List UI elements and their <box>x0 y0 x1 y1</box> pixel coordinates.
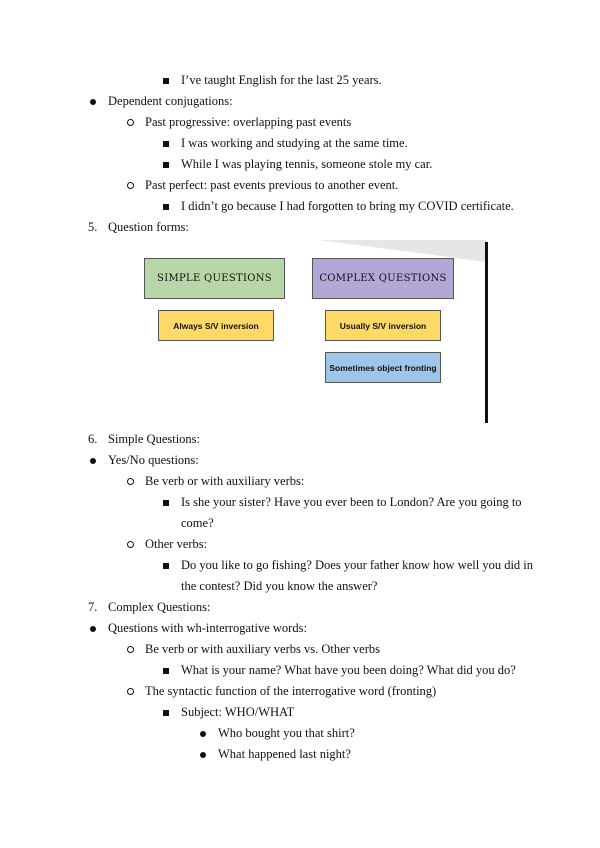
round-bullet <box>90 620 96 636</box>
list-item: Complex Questions: <box>108 600 211 614</box>
list-item: Question forms: <box>108 220 189 234</box>
list-item: The syntactic function of the interrogative word (fronting) <box>145 684 437 698</box>
circle-bullet <box>127 641 134 657</box>
circle-bullet <box>127 473 134 489</box>
list-item: Questions with wh-interrogative words: <box>108 621 307 635</box>
list-number: 6. <box>88 432 98 446</box>
list-item: Be verb or with auxiliary verbs vs. Other verbs <box>145 642 381 656</box>
usually-sv-inversion-box: Usually S/V inversion <box>325 310 441 341</box>
list-item-continuation: come? <box>181 516 214 530</box>
list-item: What happened last night? <box>218 747 351 761</box>
list-item: I didn’t go because I had forgotten to bring my COVID certificate. <box>181 199 514 213</box>
always-sv-inversion-box: Always S/V inversion <box>158 310 274 341</box>
circle-bullet <box>127 114 134 130</box>
circle-bullet <box>127 177 134 193</box>
circle-bullet <box>127 683 134 699</box>
list-item: Dependent conjugations: <box>108 94 233 108</box>
list-item: Yes/No questions: <box>108 453 199 467</box>
diagram-divider-line <box>485 242 488 423</box>
square-bullet <box>163 72 169 88</box>
question-forms-diagram <box>144 240 489 425</box>
square-bullet <box>163 662 169 678</box>
square-bullet <box>163 135 169 151</box>
list-item: Past progressive: overlapping past events <box>145 115 352 129</box>
square-bullet <box>163 494 169 510</box>
object-fronting-box: Sometimes object fronting <box>325 352 441 383</box>
simple-questions-box: SIMPLE QUESTIONS <box>144 258 285 299</box>
list-item: Simple Questions: <box>108 432 201 446</box>
square-bullet <box>163 557 169 573</box>
list-item: Subject: WHO/WHAT <box>181 705 295 719</box>
square-bullet <box>163 704 169 720</box>
complex-questions-box: COMPLEX QUESTIONS <box>312 258 454 299</box>
list-number: 5. <box>88 220 98 234</box>
list-item: Past perfect: past events previous to another event. <box>145 178 399 192</box>
round-bullet <box>90 93 96 109</box>
list-item: I’ve taught English for the last 25 years. <box>181 73 382 87</box>
round-bullet <box>200 725 206 741</box>
list-item: I was working and studying at the same time. <box>181 136 408 150</box>
list-item: Do you like to go fishing? Does your father know how well you did in <box>181 558 534 572</box>
round-bullet <box>200 746 206 762</box>
list-number: 7. <box>88 600 98 614</box>
list-item: Be verb or with auxiliary verbs: <box>145 474 305 488</box>
square-bullet <box>163 156 169 172</box>
circle-bullet <box>127 536 134 552</box>
round-bullet <box>90 452 96 468</box>
list-item: Other verbs: <box>145 537 208 551</box>
list-item: Is she your sister? Have you ever been to London? Are you going to <box>181 495 522 509</box>
list-item: What is your name? What have you been doing? What did you do? <box>181 663 516 677</box>
square-bullet <box>163 198 169 214</box>
list-item: While I was playing tennis, someone stole my car. <box>181 157 433 171</box>
list-item-continuation: the contest? Did you know the answer? <box>181 579 378 593</box>
list-item: Who bought you that shirt? <box>218 726 355 740</box>
